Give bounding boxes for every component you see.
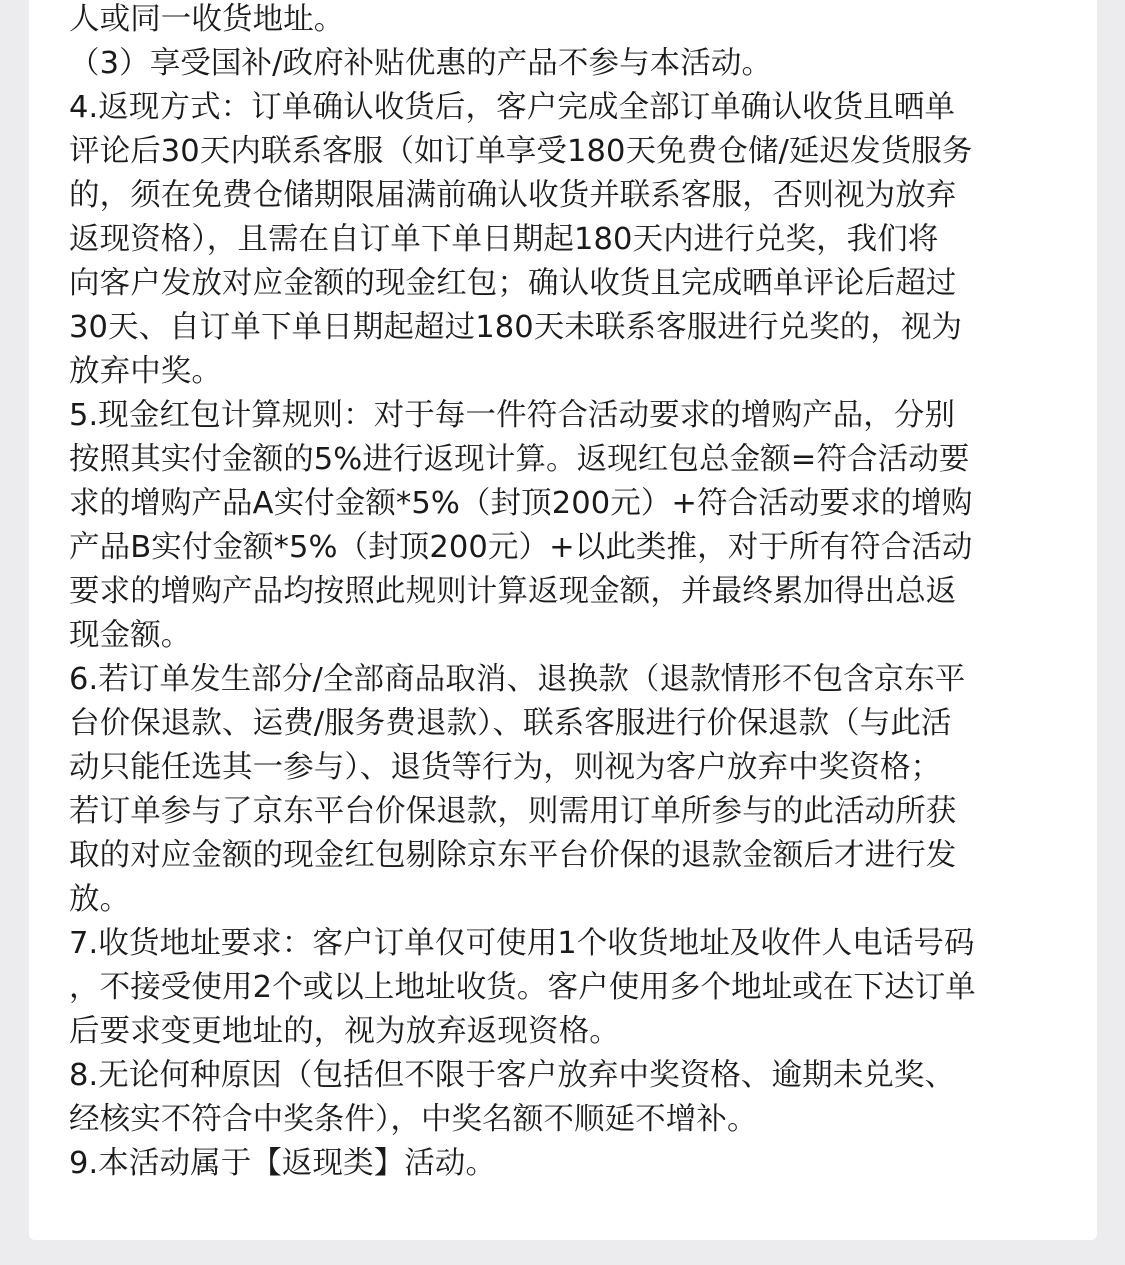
rule-line: 后要求变更地址的，视为放弃返现资格。 xyxy=(69,1014,620,1049)
rule-line: 30天、自订单下单日期起超过180天未联系客服进行兑奖的，视为 xyxy=(69,310,963,345)
rule-line: 台价保退款、运费/服务费退款）、联系客服进行价保退款（与此活 xyxy=(69,706,952,741)
rule-line: 7.收货地址要求：客户订单仅可使用1个收货地址及收件人电话号码 xyxy=(69,926,975,961)
rule-line: 6.若订单发生部分/全部商品取消、退换款（退款情形不包含京东平 xyxy=(69,662,966,697)
rule-line: 放弃中奖。 xyxy=(69,354,222,389)
rule-line: 产品B实付金额*5%（封顶200元）+以此类推，对于所有符合活动 xyxy=(69,530,973,565)
activity-rules-text xyxy=(69,0,1069,1186)
rule-line: 4.返现方式：订单确认收货后，客户完成全部订单确认收货且晒单 xyxy=(69,90,956,125)
rule-line: 评论后30天内联系客服（如订单享受180天免费仓储/延迟发货服务 xyxy=(69,134,973,169)
rule-line: 放。 xyxy=(69,882,131,917)
rule-line: 5.现金红包计算规则：对于每一件符合活动要求的增购产品，分别 xyxy=(69,398,956,433)
rule-line: 要求的增购产品均按照此规则计算返现金额，并最终累加得出总返 xyxy=(69,574,957,609)
rule-line: ，不接受使用2个或以上地址收货。客户使用多个地址或在下达订单 xyxy=(69,970,976,1005)
rule-line: 求的增购产品A实付金额*5%（封顶200元）+符合活动要求的增购 xyxy=(69,486,973,521)
rule-line: 的，须在免费仓储期限届满前确认收货并联系客服，否则视为放弃 xyxy=(69,178,957,213)
rule-line: 向客户发放对应金额的现金红包；确认收货且完成晒单评论后超过 xyxy=(69,266,957,301)
rule-line: 按照其实付金额的5%进行返现计算。返现红包总金额=符合活动要 xyxy=(69,442,970,477)
rules-card xyxy=(29,0,1097,1240)
rule-line: 9.本活动属于【返现类】活动。 xyxy=(69,1146,497,1181)
rule-line: 返现资格），且需在自订单下单日期起180天内进行兑奖，我们将 xyxy=(69,222,939,257)
rule-line: 现金额。 xyxy=(69,618,192,653)
rule-line: （3）享受国补/政府补贴优惠的产品不参与本活动。 xyxy=(69,46,773,81)
rule-line: 取的对应金额的现金红包剔除京东平台价保的退款金额后才进行发 xyxy=(69,838,957,873)
rule-line: 人或同一收货地址。 xyxy=(69,2,345,37)
rule-line: 经核实不符合中奖条件），中奖名额不顺延不增补。 xyxy=(69,1102,758,1137)
rule-line: 若订单参与了京东平台价保退款，则需用订单所参与的此活动所获 xyxy=(69,794,957,829)
rule-line: 动只能任选其一参与）、退货等行为，则视为客户放弃中奖资格； xyxy=(69,750,942,785)
rule-line: 8.无论何种原因（包括但不限于客户放弃中奖资格、逾期未兑奖、 xyxy=(69,1058,956,1093)
